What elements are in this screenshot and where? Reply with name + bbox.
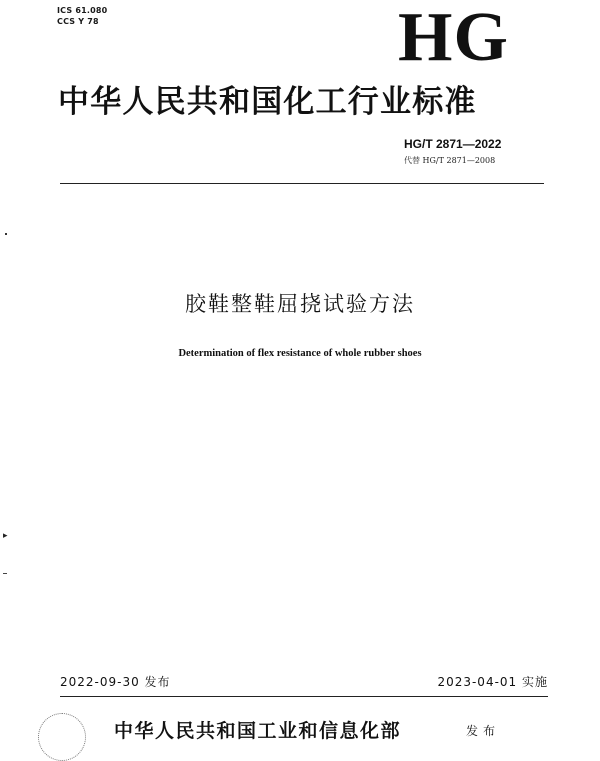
top-divider xyxy=(60,183,544,184)
implementation-date: 2023-04-01 实施 xyxy=(437,675,548,689)
hg-logo: HG xyxy=(398,0,509,76)
issuing-authority: 中华人民共和国工业和信息化部 xyxy=(114,720,402,742)
issue-action-label: 发布 xyxy=(466,724,501,738)
arrow-mark-icon: ▸ xyxy=(3,531,8,541)
document-title-english: Determination of flex resistance of whole rubber shoes xyxy=(178,348,422,359)
bottom-divider xyxy=(60,696,548,697)
ics-code: ICS 61.080 xyxy=(57,6,108,15)
standard-number: HG/T 2871—2022 xyxy=(404,137,502,151)
issue-date: 2022-09-30 发布 xyxy=(60,675,171,689)
standard-category-title: 中华人民共和国化工行业标准 xyxy=(58,84,477,120)
dash-mark xyxy=(3,573,7,574)
scan-mark xyxy=(5,233,7,235)
replaced-standard: 代替 HG/T 2871—2008 xyxy=(404,156,496,165)
document-title-chinese: 胶鞋整鞋屈挠试验方法 xyxy=(185,292,415,316)
ccs-code: CCS Y 78 xyxy=(57,17,99,26)
seal-icon xyxy=(38,713,86,761)
